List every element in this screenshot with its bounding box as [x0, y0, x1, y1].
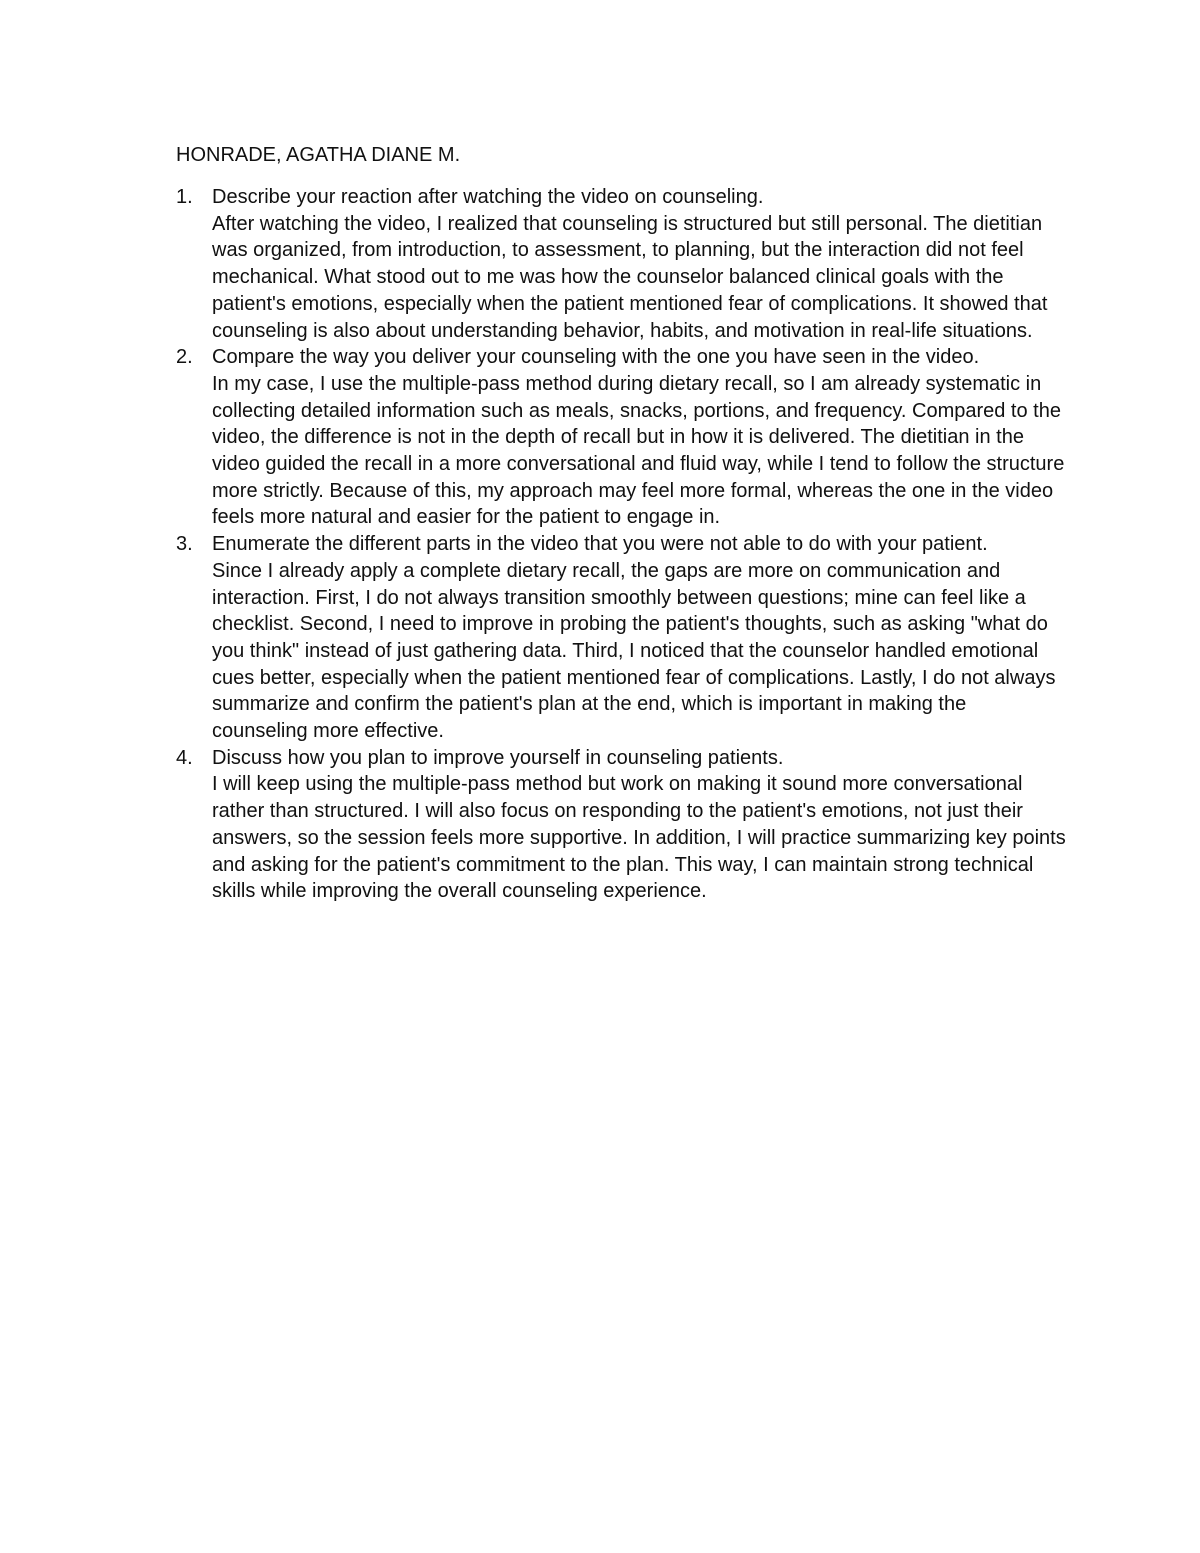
item-number: 2.	[176, 346, 193, 369]
list-item	[176, 344, 1066, 531]
question-text: Enumerate the different parts in the video that you were not able to do with your patient.	[212, 533, 988, 556]
answer-text: After watching the video, I realized that counseling is structured but still personal. The dietitian was organized, from introduction, to assessment, to planning, but the interaction did not feel mechanical. What stood out to me was how the counselor balanced clinical goals with the patient's emotions, especially when the patient mentioned fear of complications. It showed that counseling is also about understanding behavior, habits, and motivation in real-life situations.	[212, 212, 1048, 342]
list-item	[176, 531, 1066, 745]
question-list	[176, 184, 1066, 905]
answer-text: In my case, I use the multiple-pass method during dietary recall, so I am already systematic in collecting detailed information such as meals, snacks, portions, and frequency. Compared to the video, the difference is not in the depth of recall but in how it is delivered. The dietitian in the video guided the recall in a more conversational and fluid way, while I tend to follow the structure more strictly. Because of this, my approach may feel more formal, whereas the one in the video feels more natural and easier for the patient to engage in.	[212, 372, 1065, 529]
author-name: HONRADE, AGATHA DIANE M.	[176, 144, 461, 166]
question-text: Discuss how you plan to improve yourself in counseling patients.	[212, 746, 784, 769]
item-number: 1.	[176, 186, 193, 208]
answer-text: Since I already apply a complete dietary recall, the gaps are more on communication and interaction. First, I do not always transition smoothly between questions; mine can feel like a checklist. Second, I need to improve in probing the patient's thoughts, such as asking "what do you think" instead of just gathering data. Third, I noticed that the counselor handled emotional cues better, especially when the patient mentioned fear of complications. Lastly, I do not always summarize and confirm the patient's plan at the end, which is important in making the counseling more effective.	[212, 559, 1056, 743]
list-item	[176, 745, 1066, 905]
answer-text: I will keep using the multiple-pass method but work on making it sound more conversational rather than structured. I will also focus on responding to the patient's emotions, not just their answers, so the session feels more supportive. In addition, I will practice summarizing key points and asking for the patient's commitment to the plan. This way, I can maintain strong technical skills while improving the overall counseling experience.	[212, 773, 1066, 903]
question-text: Compare the way you deliver your counseling with the one you have seen in the video.	[212, 346, 980, 369]
question-text: Describe your reaction after watching the video on counseling.	[212, 186, 764, 208]
item-number: 3.	[176, 533, 193, 556]
list-item	[176, 184, 1066, 344]
item-number: 4.	[176, 746, 193, 769]
